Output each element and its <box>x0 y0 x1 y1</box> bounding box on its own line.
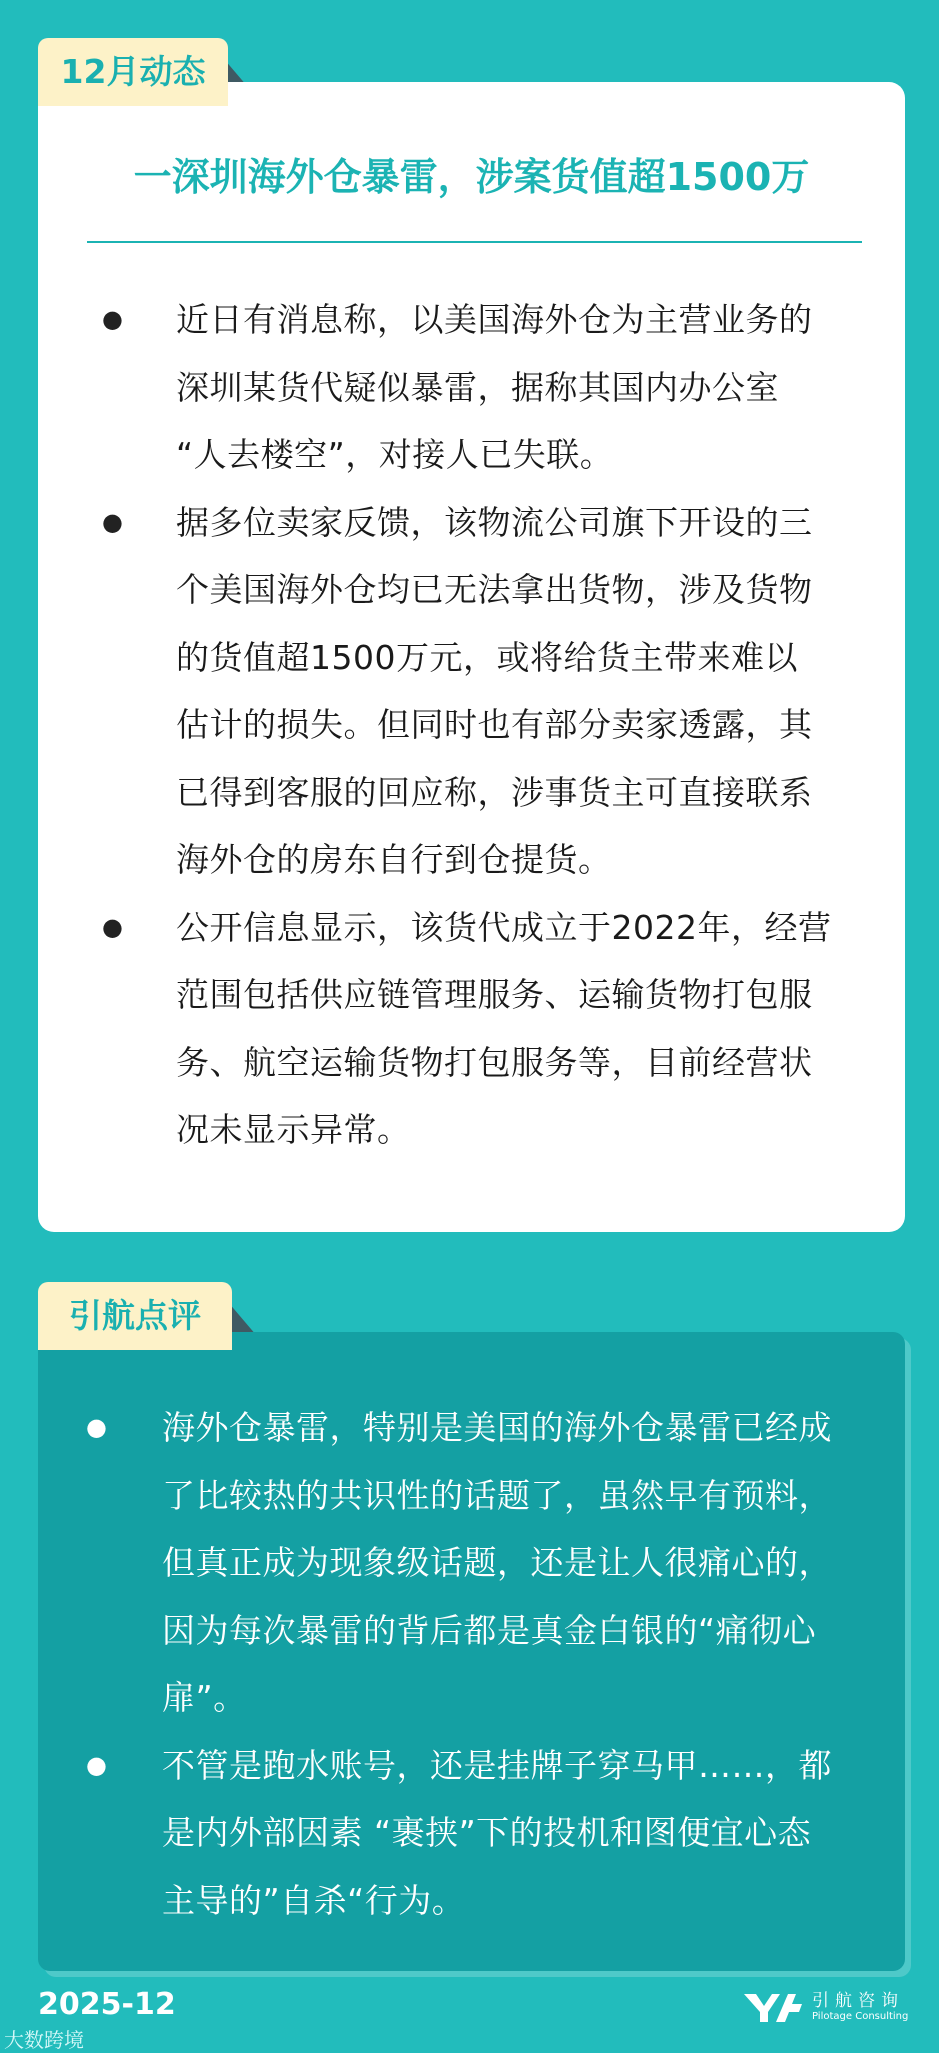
bullet-text-line: 近日有消息称，以美国海外仓为主营业务的 <box>176 300 813 339</box>
brand-logo <box>742 1986 912 2034</box>
bullet-text-line: 个美国海外仓均已无法拿出货物，涉及货物 <box>176 570 813 609</box>
bullet-text-line: 公开信息显示，该货代成立于2022年，经营 <box>176 907 832 947</box>
bullet-text-line: 了比较热的共识性的话题了，虽然早有预料， <box>162 1475 832 1515</box>
section1-tab-label: 12月动态 <box>38 38 228 106</box>
bullet-text-line: 务、航空运输货物打包服务等，目前经营状 <box>176 1042 813 1082</box>
bullet-icon: ● <box>102 507 124 536</box>
news-bullet-list <box>90 286 890 1164</box>
bullet-text-line: 不管是跑水账号，还是挂牌子穿马甲……，都 <box>162 1745 832 1785</box>
bullet-text-line: 是内外部因素 “裹挟”下的投机和图便宜心态 <box>162 1813 812 1852</box>
bullet-text-line: 因为每次暴雷的背后都是真金白银的“痛彻心 <box>162 1610 817 1650</box>
news-card <box>38 82 905 1232</box>
list-item <box>76 1394 896 1732</box>
bullet-text-line: 范围包括供应链管理服务、运输货物打包服 <box>176 975 813 1014</box>
bullet-text-line: 的货值超1500万元，或将给货主带来难以 <box>176 637 798 677</box>
section2-tab-label: 引航点评 <box>38 1282 232 1350</box>
list-item <box>76 1732 896 1935</box>
bullet-text-line: 估计的损失。但同时也有部分卖家透露，其 <box>176 705 813 744</box>
title-divider <box>87 241 862 243</box>
footer-date: 2025-12 <box>38 1987 176 2022</box>
bullet-icon: ● <box>102 912 124 941</box>
bullet-icon: ● <box>86 1750 108 1779</box>
commentary-bullet-list <box>76 1394 896 1934</box>
list-item <box>90 489 890 894</box>
bullet-text-line: 已得到客服的回应称，涉事货主可直接联系 <box>176 772 813 812</box>
logo-text-cn: 引航咨询 <box>812 1991 904 2011</box>
bullet-text-line: 据多位卖家反馈，该物流公司旗下开设的三 <box>176 502 813 542</box>
commentary-card <box>38 1332 905 1971</box>
bullet-text-line: 况未显示异常。 <box>176 1110 411 1149</box>
list-item <box>90 894 890 1164</box>
bullet-icon: ● <box>86 1413 108 1441</box>
yh-logo-icon <box>742 1990 804 2024</box>
bullet-text-line: 扉”。 <box>162 1678 247 1717</box>
bullet-text-line: 主导的”自杀“行为。 <box>162 1880 466 1920</box>
bullet-text-line: 海外仓的房东自行到仓提货。 <box>176 840 612 879</box>
bullet-text-line: 但真正成为现象级话题，还是让人很痛心的， <box>162 1543 832 1582</box>
bullet-text-line: 深圳某货代疑似暴雷，据称其国内办公室 <box>176 367 779 407</box>
watermark: 大数跨境 <box>4 2028 84 2052</box>
bullet-icon: ● <box>102 305 124 333</box>
news-title: 一深圳海外仓暴雷，涉案货值超1500万 <box>133 155 810 199</box>
bullet-text-line: “人去楼空”，对接人已失联。 <box>176 435 614 474</box>
logo-text-en: Pilotage Consulting <box>812 2011 909 2022</box>
bullet-text-line: 海外仓暴雷，特别是美国的海外仓暴雷已经成 <box>162 1408 832 1447</box>
list-item <box>90 286 890 489</box>
